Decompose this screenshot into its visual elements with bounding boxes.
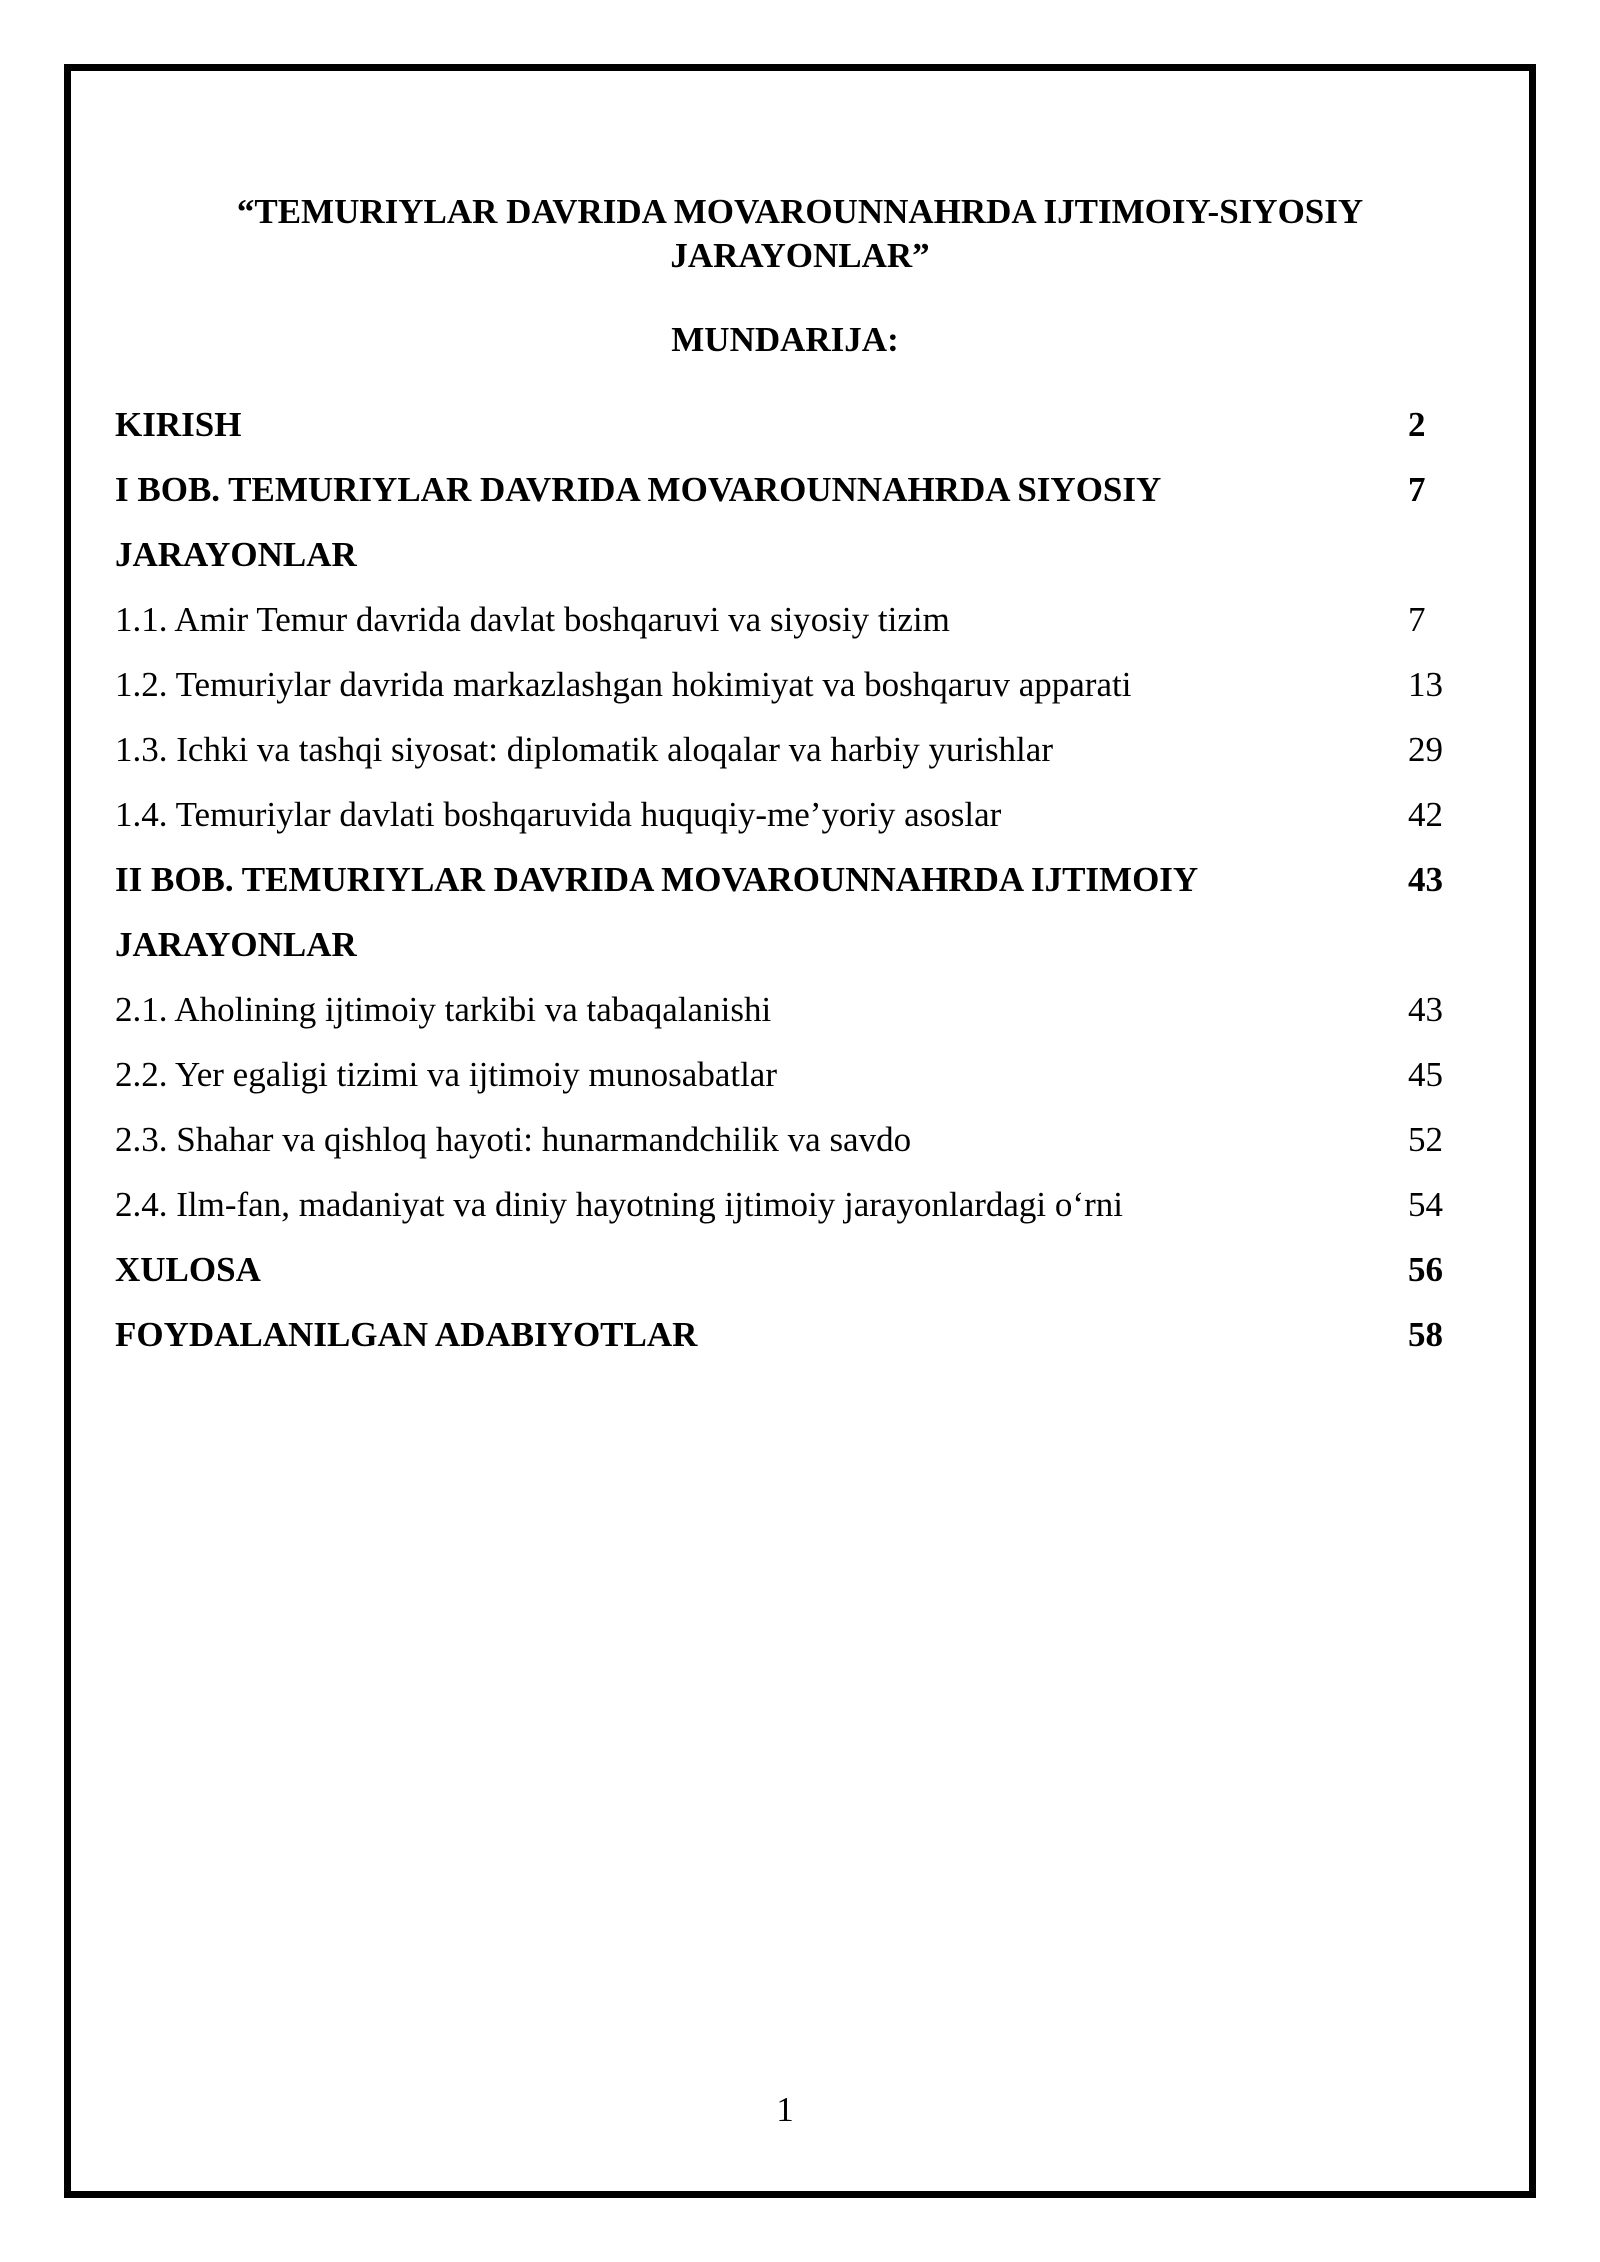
toc-entry-title: KIRISH xyxy=(115,405,242,444)
toc-entry-page: 56 xyxy=(1408,1250,1443,1289)
toc-entry-page: 43 xyxy=(1408,860,1443,899)
toc-entry-page: 29 xyxy=(1408,730,1443,769)
toc-entry-page: 58 xyxy=(1408,1315,1443,1354)
toc-entry-title: 1.1. Amir Temur davrida davlat boshqaruvi va siyosiy tizim xyxy=(115,600,950,639)
toc-entry-title: II BOB. TEMURIYLAR DAVRIDA MOVAROUNNAHRDA IJTIMOIY JARAYONLAR xyxy=(115,860,1197,964)
toc-entry-title: FOYDALANILGAN ADABIYOTLAR xyxy=(115,1315,698,1354)
toc-entry-page: 52 xyxy=(1408,1120,1443,1159)
toc-entry-page: 54 xyxy=(1408,1185,1443,1224)
toc-entry-section-2-1[interactable] xyxy=(115,977,1455,1042)
toc-entry-title: 1.2. Temuriylar davrida markazlashgan hokimiyat va boshqaruv apparati xyxy=(115,665,1132,704)
toc-entry-bibliography[interactable] xyxy=(115,1302,1455,1367)
toc-entry-page: 7 xyxy=(1408,600,1426,639)
toc-entry-title: 1.4. Temuriylar davlati boshqaruvida huquqiy-me’yoriy asoslar xyxy=(115,795,1002,834)
table-of-contents xyxy=(115,392,1455,1367)
toc-entry-title: 2.1. Aholining ijtimoiy tarkibi va tabaqalanishi xyxy=(115,990,772,1029)
toc-entry-xulosa[interactable] xyxy=(115,1237,1455,1302)
toc-entry-section-1-2[interactable] xyxy=(115,652,1455,717)
toc-entry-page: 7 xyxy=(1408,470,1426,509)
toc-entry-section-1-4[interactable] xyxy=(115,782,1455,847)
toc-entry-section-1-3[interactable] xyxy=(115,717,1455,782)
toc-entry-kirish[interactable] xyxy=(115,392,1455,457)
toc-entry-section-2-4[interactable] xyxy=(115,1172,1455,1237)
toc-entry-section-2-2[interactable] xyxy=(115,1042,1455,1107)
toc-entry-page: 43 xyxy=(1408,990,1443,1029)
toc-entry-chapter-2[interactable] xyxy=(115,847,1455,977)
toc-entry-section-2-3[interactable] xyxy=(115,1107,1455,1172)
toc-entry-section-1-1[interactable] xyxy=(115,587,1455,652)
toc-entry-title: 2.2. Yer egaligi tizimi va ijtimoiy munosabatlar xyxy=(115,1055,777,1094)
toc-entry-page: 2 xyxy=(1408,405,1426,444)
toc-entry-title: XULOSA xyxy=(115,1250,261,1289)
toc-entry-title: I BOB. TEMURIYLAR DAVRIDA MOVAROUNNAHRDA SIYOSIY JARAYONLAR xyxy=(115,470,1160,574)
toc-heading: MUNDARIJA: xyxy=(671,320,899,359)
toc-entry-title: 2.3. Shahar va qishloq hayoti: hunarmandchilik va savdo xyxy=(115,1120,912,1159)
toc-entry-title: 1.3. Ichki va tashqi siyosat: diplomatik aloqalar va harbiy yurishlar xyxy=(115,730,1053,769)
document-title: “TEMURIYLAR DAVRIDA MOVAROUNNAHRDA IJTIMOIY-SIYOSIY JARAYONLAR” xyxy=(236,192,1364,275)
toc-entry-page: 42 xyxy=(1408,795,1443,834)
toc-entry-page: 13 xyxy=(1408,665,1443,704)
toc-entry-title: 2.4. Ilm-fan, madaniyat va diniy hayotning ijtimoiy jarayonlardagi o‘rni xyxy=(115,1185,1123,1224)
toc-entry-chapter-1[interactable] xyxy=(115,457,1455,587)
toc-entry-page: 45 xyxy=(1408,1055,1443,1094)
page-number: 1 xyxy=(776,2090,794,2129)
